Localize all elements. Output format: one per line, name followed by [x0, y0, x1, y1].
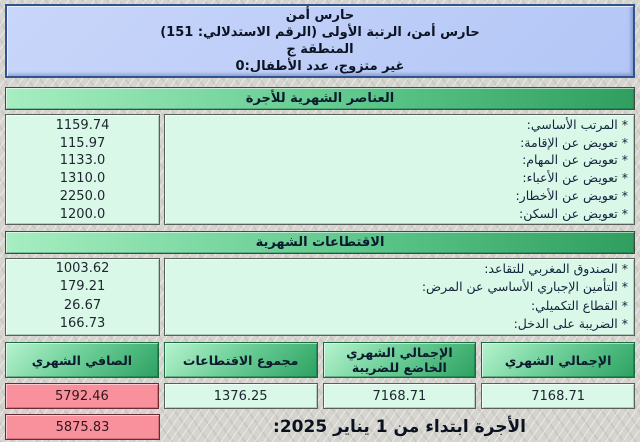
label-burden-allowance: * تعويض عن الأعباء: — [522, 170, 628, 186]
header-net-monthly: الصافي الشهري — [5, 342, 159, 378]
label-pension-fund: * الصندوق المغربي للتقاعد: — [484, 261, 628, 276]
value-residence-allowance: 115.97 — [59, 135, 106, 151]
label-residence-allowance: * تعويض عن الإقامة: — [520, 134, 628, 150]
earnings-section-body — [5, 114, 635, 225]
label-housing-allowance: * تعويض عن السكن: — [519, 205, 628, 221]
value-basic-salary: 1159.74 — [55, 118, 110, 133]
value-complementary-sector: 26.67 — [63, 297, 102, 313]
profile-job-title: حارس أمن — [285, 7, 355, 23]
value-housing-allowance: 1200.0 — [59, 206, 106, 222]
label-basic-salary: * المرتب الأساسي: — [526, 117, 628, 132]
value-total-deductions: 1376.25 — [164, 383, 318, 409]
profile-zone: المنطقة ج — [286, 42, 354, 57]
profile-family-status: غير متزوج، عدد الأطفال:0 — [235, 59, 405, 75]
deductions-section-body — [5, 258, 635, 336]
label-income-tax: * الضريبة على الدخل: — [513, 316, 628, 332]
earnings-section-title: العناصر الشهرية للأجرة — [245, 91, 395, 106]
value-hazard-allowance: 2250.0 — [59, 188, 106, 204]
value-net-monthly: 5792.46 — [5, 383, 159, 409]
earnings-section-title-bar — [5, 87, 635, 110]
label-health-insurance: * التأمين الإجباري الأساسي عن المرض: — [421, 279, 628, 295]
summary-col-taxable-gross — [323, 342, 477, 409]
profile-grade-index: حارس أمن، الرتبة الأولى (الرقم الاستدلالي: 151) — [160, 24, 480, 40]
footer-row — [5, 414, 635, 440]
summary-col-monthly-gross — [481, 342, 635, 409]
value-income-tax: 166.73 — [59, 316, 106, 332]
value-burden-allowance: 1310.0 — [59, 171, 106, 187]
deductions-values-box — [5, 258, 160, 336]
value-monthly-gross: 7168.71 — [481, 383, 635, 409]
label-complementary-sector: * القطاع التكميلي: — [530, 297, 628, 313]
value-taxable-gross: 7168.71 — [323, 383, 477, 409]
summary-table — [5, 342, 635, 409]
deductions-section-title: الاقتطاعات الشهرية — [255, 235, 385, 250]
earnings-values-box — [5, 114, 160, 225]
earnings-labels-box — [164, 114, 635, 225]
employee-profile-card — [5, 4, 635, 78]
header-monthly-gross: الإجمالي الشهري — [481, 342, 635, 378]
effective-date-label: الأجرة ابتداء من 1 يناير 2025: — [273, 417, 526, 437]
deductions-labels-box — [164, 258, 635, 336]
header-taxable-gross: الإجمالي الشهري الخاضع للضريبة — [323, 342, 477, 378]
value-pension-fund: 1003.62 — [55, 261, 110, 276]
header-total-deductions: مجموع الاقتطاعات — [164, 342, 318, 378]
deductions-section-title-bar — [5, 231, 635, 254]
value-health-insurance: 179.21 — [59, 279, 106, 295]
value-duties-allowance: 1133.0 — [59, 153, 106, 169]
label-hazard-allowance: * تعويض عن الأخطار: — [515, 187, 628, 203]
summary-col-net-monthly — [5, 342, 159, 409]
summary-col-total-deductions — [164, 342, 318, 409]
label-duties-allowance: * تعويض عن المهام: — [522, 152, 628, 168]
value-net-from-date: 5875.83 — [5, 414, 160, 440]
